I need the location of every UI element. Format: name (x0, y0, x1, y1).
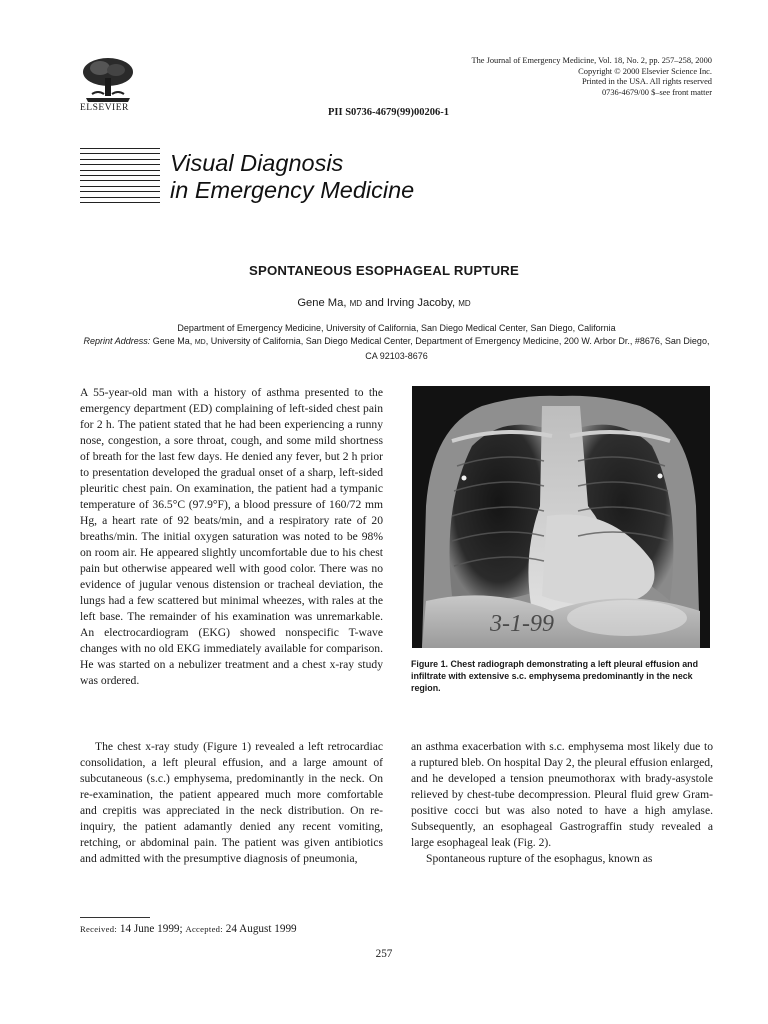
section-title-line2: in Emergency Medicine (170, 177, 415, 203)
received-dates (80, 923, 297, 935)
elsevier-tree-icon (78, 56, 138, 102)
accepted-label: Accepted: (185, 924, 223, 934)
figure-caption: Figure 1. Chest radiograph demonstrating a left pleural effusion and infiltrate with extensive s.c. emphysema predominantly in the neck region. (411, 659, 698, 694)
page-number: 257 (375, 948, 393, 960)
journal-line: Printed in the USA. All rights reserved (581, 77, 712, 87)
body-column-left-bottom (80, 739, 383, 867)
article-title: SPONTANEOUS ESOPHAGEAL RUPTURE (248, 263, 520, 278)
section-title-line1: Visual Diagnosis (170, 150, 344, 176)
reprint-degree: MD (194, 338, 206, 346)
author-name: Gene Ma, (297, 297, 347, 309)
journal-line: The Journal of Emergency Medicine, Vol. 18, No. 2, pp. 257–258, 2000 (471, 56, 712, 65)
body-column-left-top (80, 385, 383, 689)
journal-citation (392, 56, 712, 98)
section-title (170, 150, 414, 204)
received-label: Received: (80, 924, 118, 934)
reprint-address-text: , University of California, San Diego Medical Center, Department of Emergency Medicine, 200 W. Arbor Dr., #8676, San Diego, CA 92103-8676 (205, 335, 710, 361)
footnote-rule (80, 917, 150, 918)
reprint-label: Reprint Address: (83, 335, 151, 346)
xray-date-mark: 3-1-99 (490, 611, 554, 637)
pii-identifier: PII S0736-4679(99)00206-1 (328, 107, 450, 118)
reprint-name: Gene Ma, (152, 335, 193, 346)
publisher-name: ELSEVIER (80, 103, 129, 113)
body-column-right-bottom (411, 739, 713, 867)
journal-line: Copyright © 2000 Elsevier Science Inc. (578, 66, 712, 76)
accepted-date: 24 August 1999 (225, 923, 297, 935)
affiliation-block (80, 322, 713, 362)
chest-xray-image (412, 386, 710, 648)
body-paragraph: an asthma exacerbation with s.c. emphysema most likely due to a ruptured bleb. On hospital Day 2, the pleural effusion enlarged, and he developed a tension pneumothorax with brady-asystole relieved by chest-tube decompression. Pleural fluid grew Gram-positive cocci but was also noted to have a high amylase. Subsequently, an esophageal Gastrograffin study revealed a large esophageal leak (Fig. 2). (411, 740, 713, 849)
journal-line: 0736-4679/00 $–see front matter (601, 87, 712, 97)
author-list (0, 297, 768, 309)
body-paragraph: A 55-year-old man with a history of asthma presented to the emergency department (ED) complaining of left-sided chest pain for 2 h. The patient stated that he had been experiencing a runny nose, congestion, a sore throat, cough, and some mild shortness of breath for the last few days. He denied any fever, but 2 h prior to presentation developed the gradual onset of a sharp, left-sided pleuritic chest pain. On examination, the patient had a tympanic temperature of 36.5°C (97.9°F), a blood pressure of 160/72 mm Hg, a heart rate of 92 beats/min, and a respiratory rate of 20 breaths/min. The initial oxygen saturation was noted to be 98% on room air. He appeared slightly uncomfortable due to his chest pain but otherwise appeared well with good color. There was no evidence of jugular venous distension or tracheal deviation, the lungs had a few scattered but minimal wheezes, with rales at the left base. The remainder of his examination was unremarkable. An electrocardiogram (EKG) showed nonspecific T-wave changes with no old EKG immediately available for comparison. He was started on a nebulizer treatment and a chest x-ray study was ordered. (80, 386, 383, 687)
received-date: 14 June 1999; (119, 923, 183, 935)
affiliation: Department of Emergency Medicine, University of California, San Diego Medical Center, San Diego, California (177, 323, 616, 333)
author-degree: MD (349, 299, 363, 308)
body-paragraph: The chest x-ray study (Figure 1) revealed a left retrocardiac consolidation, a left pleural effusion, and a large amount of subcutaneous (s.c.) emphysema, predominantly in the neck. On re-examination, the patient appeared much more comfortable and crepitis was appreciated in the neck distribution. On re-inquiry, the patient adamantly denied any recent vomiting, retching, or abdominal pain. The patient was given antibiotics and admitted with the presumptive diagnosis of pneumonia, (80, 740, 383, 865)
body-paragraph: Spontaneous rupture of the esophagus, known as (426, 852, 653, 865)
section-rule-lines (80, 148, 160, 203)
elsevier-logo (78, 56, 144, 113)
reprint-address (80, 335, 713, 363)
chest-radiograph-figure (412, 386, 710, 648)
author-name: and Irving Jacoby, (365, 297, 456, 309)
author-degree: MD (458, 299, 471, 308)
